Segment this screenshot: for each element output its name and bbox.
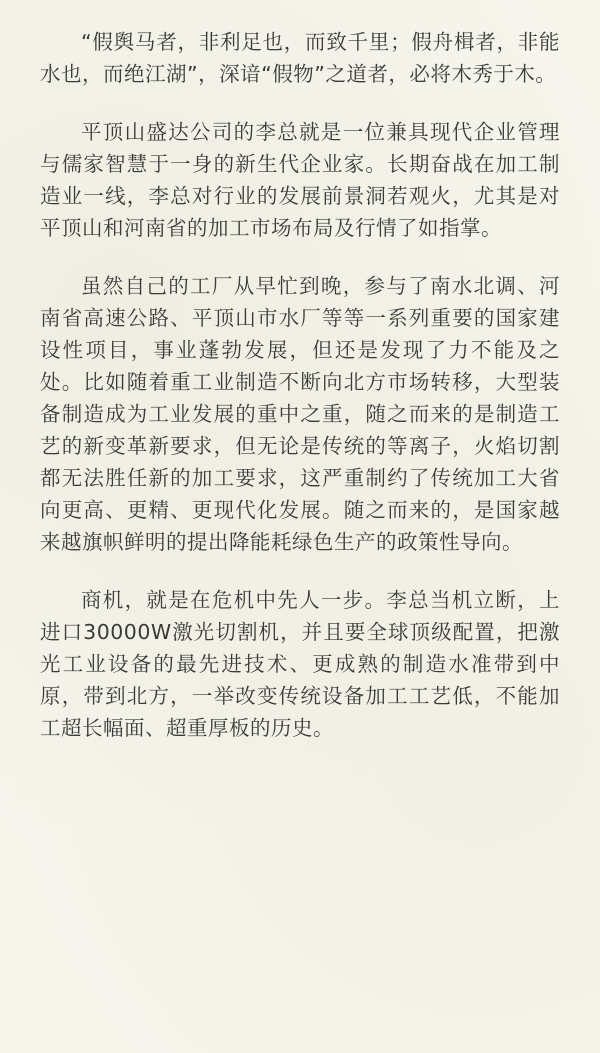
paragraph-laser-investment: 商机，就是在危机中先人一步。李总当机立断，上进口30000W激光切割机，并且要全球顶级配置，把激光工业设备的最先进技术、更成熟的制造水准带到中原，带到北方，一举改变传统设备加工工艺低，不能加工超长幅面、超重厚板的历史。 — [40, 588, 560, 740]
paragraph-company-intro: 平顶山盛达公司的李总就是一位兼具现代企业管理与儒家智慧于一身的新生代企业家。长期奋战在加工制造业一线，李总对行业的发展前景洞若观火，尤其是对平顶山和河南省的加工市场布局及行情了如指掌。 — [40, 120, 560, 240]
paragraph-industry-challenge: 虽然自己的工厂从早忙到晚，参与了南水北调、河南省高速公路、平顶山市水厂等等一系列重要的国家建设性项目，事业蓬勃发展，但还是发现了力不能及之处。比如随着重工业制造不断向北方市场转移，大型装备制造成为工业发展的重中之重，随之而来的是制造工艺的新变革新要求，但无论是传统的等离子，火焰切割都无法胜任新的加工要求，这严重制约了传统加工大省向更高、更精、更现代化发展。随之而来的，是国家越来越旗帜鲜明的提出降能耗绿色生产的政策性导向。 — [40, 274, 560, 554]
paragraph-quote-intro: “假舆马者，非利足也，而致千里；假舟楫者，非能水也，而绝江湖”，深谙“假物”之道者，必将木秀于木。 — [40, 30, 560, 86]
